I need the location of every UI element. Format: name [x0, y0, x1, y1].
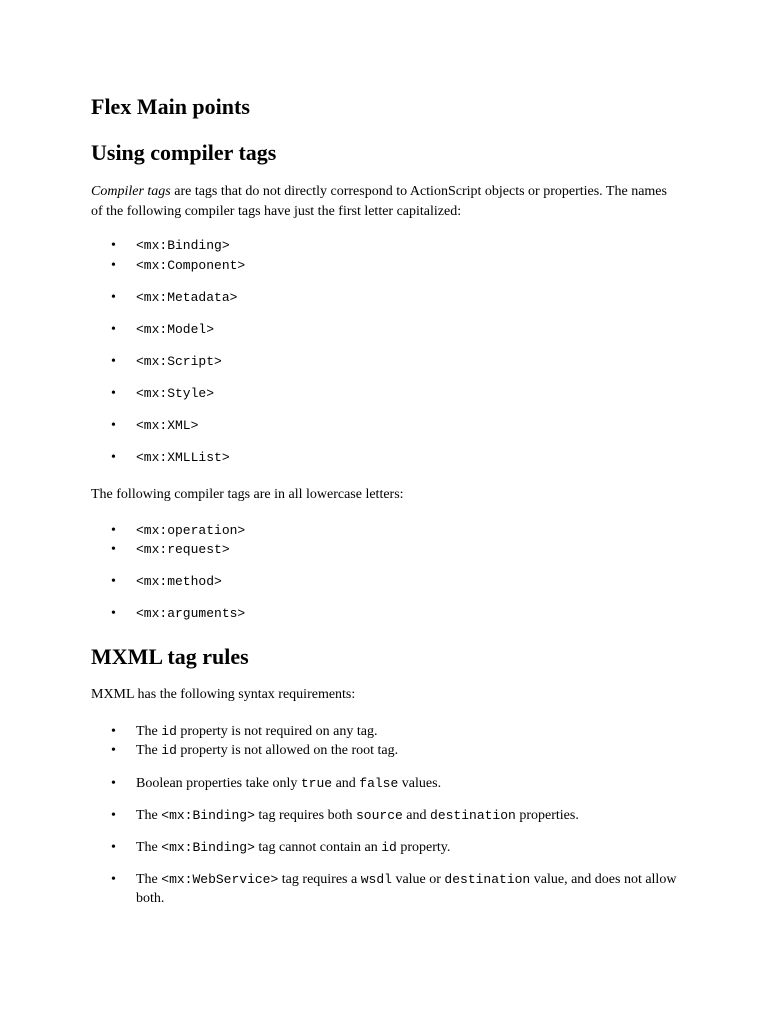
rule-text-segment: The — [136, 808, 162, 823]
compiler-tags-intro — [91, 182, 681, 222]
rule-text-segment: tag requires both — [254, 808, 356, 823]
rule-text — [136, 870, 686, 908]
inline-code: wsdl — [360, 872, 392, 887]
inline-code: id — [161, 743, 177, 758]
inline-code: id — [381, 840, 397, 855]
inline-code: false — [359, 776, 399, 791]
rule-text-segment: The — [136, 872, 162, 887]
inline-code: <mx:Binding> — [161, 840, 255, 855]
inline-code: <mx:WebService> — [161, 872, 279, 887]
inline-code: destination — [430, 808, 516, 823]
inline-code: true — [300, 776, 333, 791]
rule-text-segment: property is not allowed on the root tag. — [176, 743, 399, 758]
compiler-tags-intro-text: are tags that do not directly correspond to ActionScript objects or properties. The names of the following compiler tags have just the first letter capitalized: — [91, 184, 667, 219]
rule-text-segment: properties. — [515, 808, 579, 823]
compiler-tags-term: Compiler tags — [91, 184, 171, 199]
rule-text-segment: and — [402, 808, 431, 823]
page-title: Flex Main points — [91, 94, 250, 119]
rule-text-segment: tag requires a — [278, 872, 361, 887]
rule-text-segment: tag cannot contain an — [254, 840, 382, 855]
rule-text-segment: The — [136, 724, 162, 739]
rule-text-segment: values. — [398, 776, 442, 791]
rule-text — [136, 722, 686, 741]
rule-text — [136, 838, 686, 857]
rule-text-segment: Boolean properties take only — [136, 776, 301, 791]
rule-text-segment: The — [136, 743, 162, 758]
inline-code: id — [161, 724, 177, 739]
rule-text-segment: The — [136, 840, 162, 855]
inline-code: source — [355, 808, 403, 823]
rule-text — [136, 774, 686, 793]
rule-text-segment: value or — [391, 872, 445, 887]
rule-text-segment: and — [332, 776, 360, 791]
mxml-rules-intro: MXML has the following syntax requirements: — [91, 687, 356, 702]
section-heading-compiler-tags: Using compiler tags — [91, 140, 277, 165]
lowercase-tags-intro: The following compiler tags are in all lowercase letters: — [91, 487, 404, 502]
inline-code: destination — [444, 872, 531, 887]
rule-text-segment: value, and does not allow both. — [136, 872, 677, 906]
section-heading-mxml-tag-rules: MXML tag rules — [91, 644, 249, 669]
rule-text — [136, 806, 686, 825]
rule-text — [136, 741, 686, 760]
rule-text-segment: property. — [396, 840, 451, 855]
rule-text-segment: property is not required on any tag. — [176, 724, 378, 739]
inline-code: <mx:Binding> — [161, 808, 255, 823]
